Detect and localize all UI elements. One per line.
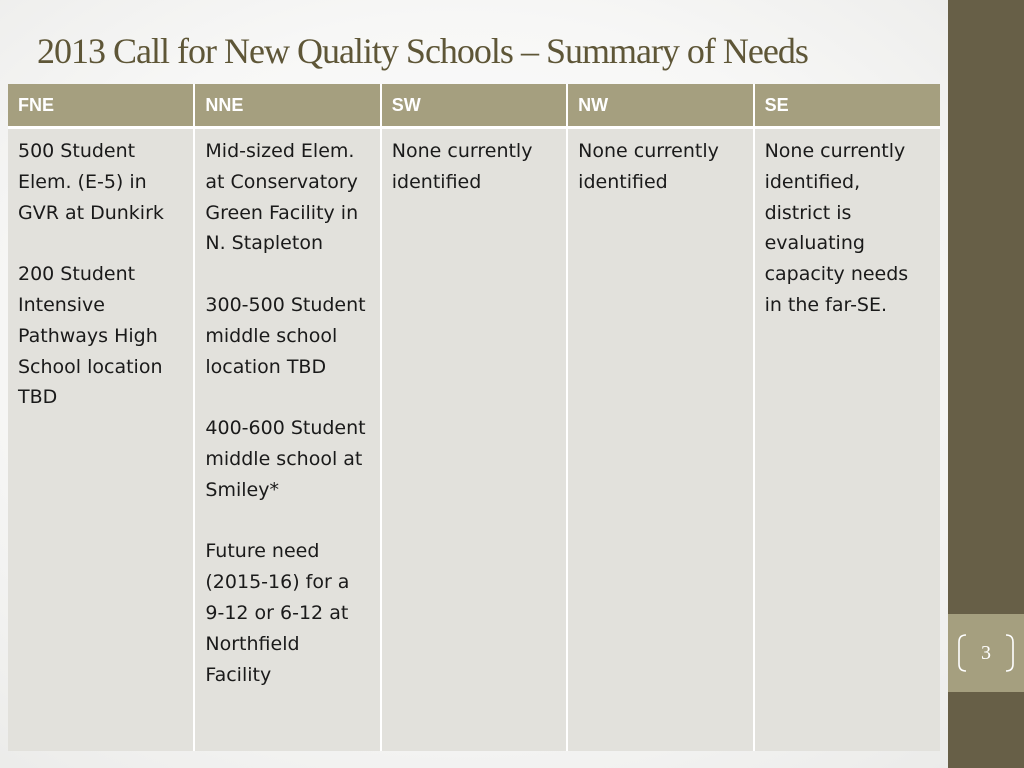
page-number-tab: [948, 614, 1024, 692]
slide-title: 2013 Call for New Quality Schools – Summary of Needs: [37, 31, 808, 71]
column-header-nne: NNE: [194, 84, 380, 128]
page-number: 3: [981, 642, 991, 664]
column-header-se: SE: [754, 84, 940, 128]
cell-paragraph: 400-600 Student middle school at Smiley*: [205, 417, 366, 501]
cell-paragraph: 300-500 Student middle school location TBD: [205, 293, 366, 378]
cell-nne: [194, 128, 380, 752]
cell-paragraph: None currently identified: [391, 140, 533, 193]
page-number-box: [956, 632, 1016, 674]
column-header-nw: NW: [567, 84, 753, 128]
cell-paragraph: 500 Student Elem. (E-5) in GVR at Dunkirk: [18, 140, 164, 224]
column-header-fne: FNE: [8, 84, 194, 128]
cell-paragraph: None currently identified: [578, 140, 719, 193]
table-header-row: [8, 84, 940, 128]
cell-se: [754, 128, 940, 752]
cell-paragraph: 200 Student Intensive Pathways High School location TBD: [18, 263, 163, 409]
cell-paragraph: None currently identified, district is evaluating capacity needs in the far-SE.: [764, 140, 909, 316]
cell-nw: [567, 128, 753, 752]
cell-paragraph: Mid-sized Elem. at Conservatory Green Facility in N. Stapleton: [205, 140, 359, 255]
table-row: [8, 128, 940, 752]
cell-paragraph: Future need (2015-16) for a 9-12 or 6-12 at Northfield Facility: [205, 540, 350, 686]
needs-table: [8, 84, 940, 751]
column-header-sw: SW: [381, 84, 567, 128]
cell-fne: [8, 128, 194, 752]
cell-sw: [381, 128, 567, 752]
